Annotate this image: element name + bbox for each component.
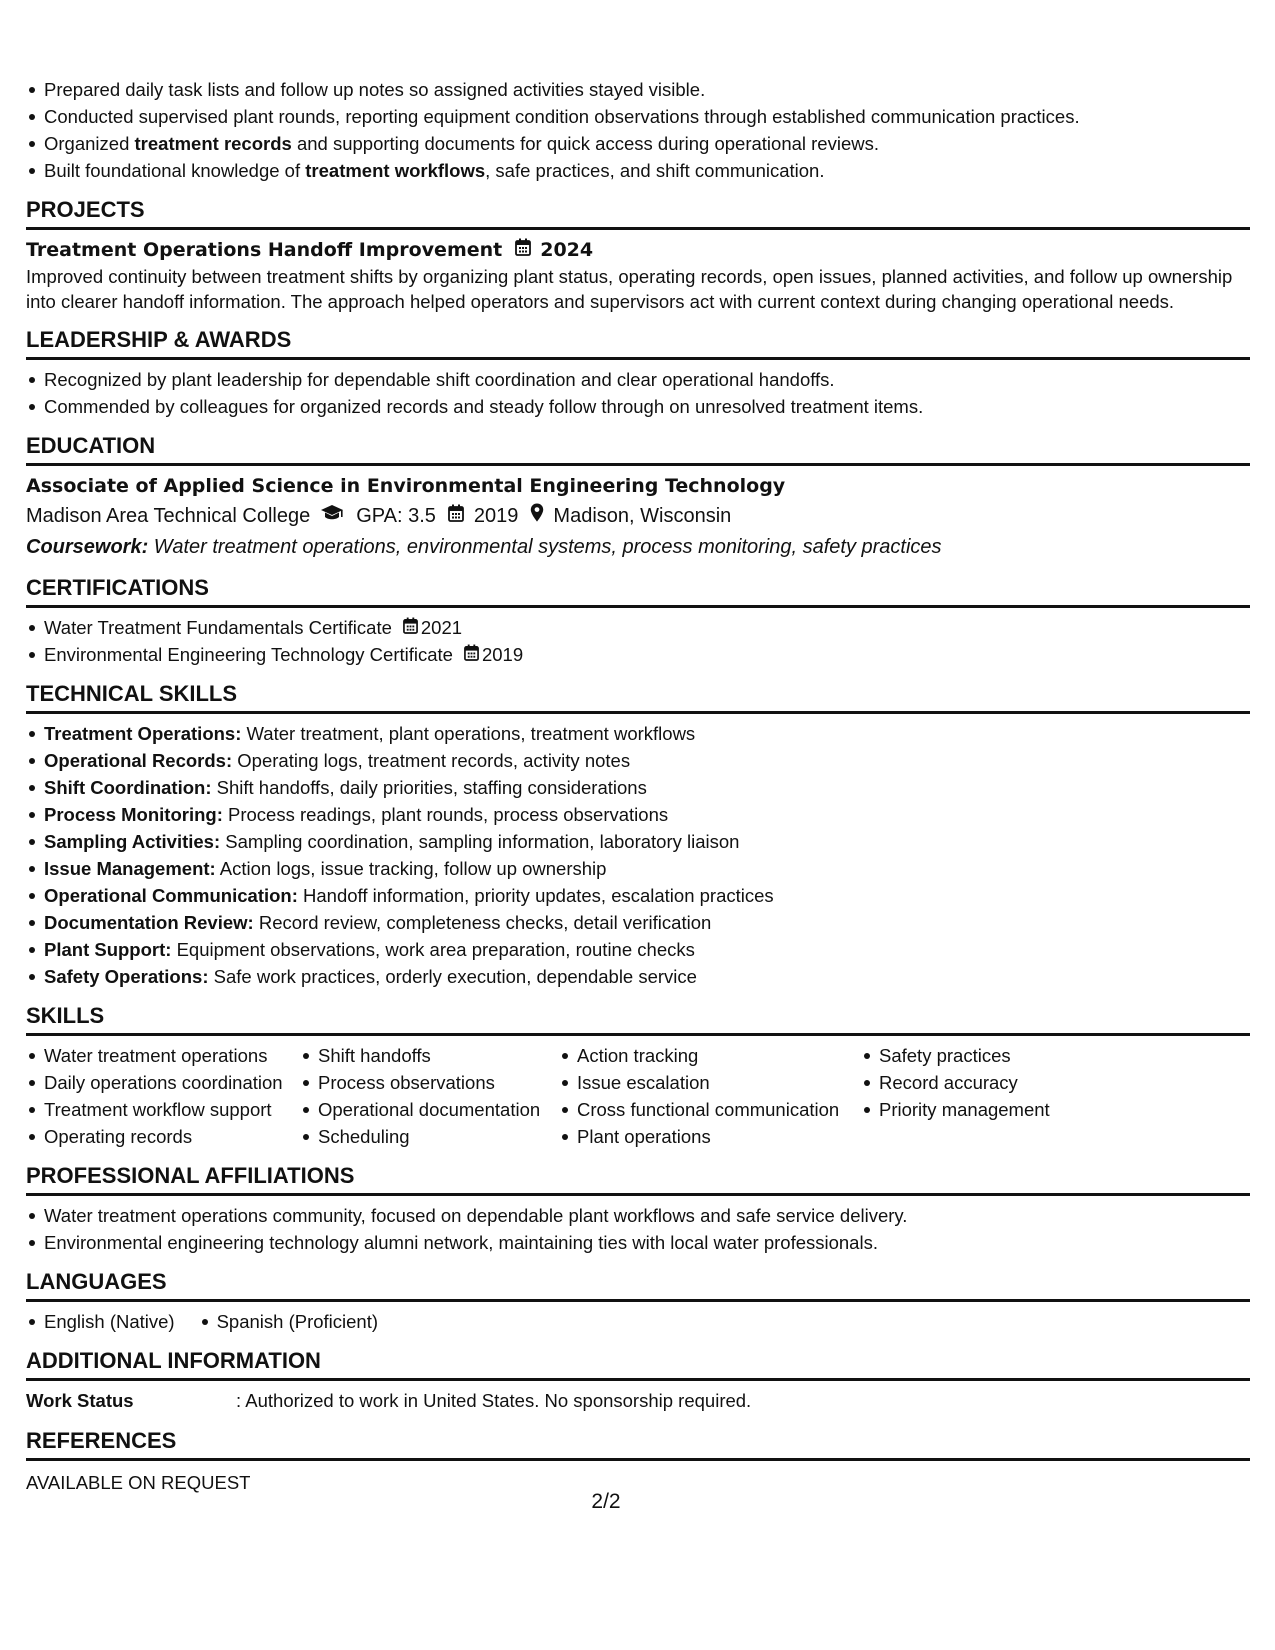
skill-item: Issue escalation <box>559 1069 861 1096</box>
project-title: Treatment Operations Handoff Improvement <box>26 239 503 261</box>
skills-column <box>861 1042 1161 1150</box>
graduation-cap-icon <box>320 500 344 532</box>
skill-item: Record accuracy <box>861 1069 1161 1096</box>
skills-column <box>300 1042 559 1150</box>
technical-skills-heading: TECHNICAL SKILLS <box>26 678 1250 714</box>
skill-item: Process observations <box>300 1069 559 1096</box>
page-number: 2/2 <box>591 1490 621 1513</box>
leadership-section <box>26 324 1250 420</box>
degree-title: Associate of Applied Science in Environmental Engineering Technology <box>26 475 786 497</box>
skill-item: Priority management <box>861 1096 1161 1123</box>
certifications-section <box>26 572 1250 668</box>
map-pin-icon <box>530 500 544 532</box>
project-title-row <box>26 236 1250 264</box>
school-name: Madison Area Technical College <box>26 505 311 527</box>
skill-item: Operating records <box>26 1123 300 1150</box>
additional-info-section <box>26 1345 1250 1415</box>
skills-section <box>26 1000 1250 1150</box>
affiliations-section <box>26 1160 1250 1256</box>
work-status-label: Work Status <box>26 1390 134 1411</box>
technical-skill-item: Shift Coordination: Shift handoffs, daily priorities, staffing considerations <box>26 774 1250 801</box>
skill-item: Treatment workflow support <box>26 1096 300 1123</box>
certification-year: 2021 <box>420 617 463 638</box>
experience-bullet: Prepared daily task lists and follow up notes so assigned activities stayed visible. <box>26 76 1250 103</box>
technical-skill-item: Issue Management: Action logs, issue tracking, follow up ownership <box>26 855 1250 882</box>
references-section <box>26 1425 1250 1499</box>
leadership-item: Recognized by plant leadership for dependable shift coordination and clear operational handoffs. <box>26 366 1250 393</box>
leadership-heading: LEADERSHIP & AWARDS <box>26 324 1250 360</box>
experience-bullet: Organized treatment records and supporting documents for quick access during operational reviews. <box>26 130 1250 157</box>
languages-section <box>26 1266 1250 1335</box>
technical-skill-item: Safety Operations: Safe work practices, orderly execution, dependable service <box>26 963 1250 990</box>
affiliations-heading: PROFESSIONAL AFFILIATIONS <box>26 1160 1250 1196</box>
education-section <box>26 430 1250 562</box>
skill-item: Cross functional communication <box>559 1096 861 1123</box>
coursework <box>26 532 1250 562</box>
calendar-icon <box>464 641 479 668</box>
technical-skill-item: Documentation Review: Record review, completeness checks, detail verification <box>26 909 1250 936</box>
skill-item: Action tracking <box>559 1042 861 1069</box>
experience-bullets <box>26 76 1250 184</box>
skills-column <box>559 1042 861 1150</box>
certification-name: Environmental Engineering Technology Certificate <box>44 644 453 665</box>
references-heading: REFERENCES <box>26 1425 1250 1461</box>
calendar-icon <box>403 614 418 641</box>
technical-skill-item: Operational Records: Operating logs, treatment records, activity notes <box>26 747 1250 774</box>
skill-item: Shift handoffs <box>300 1042 559 1069</box>
skill-item: Daily operations coordination <box>26 1069 300 1096</box>
coursework-label: Coursework: <box>26 536 149 558</box>
affiliation-item: Environmental engineering technology alumni network, maintaining ties with local water professionals. <box>26 1229 1250 1256</box>
certification-name: Water Treatment Fundamentals Certificate <box>44 617 392 638</box>
education-details <box>26 500 1250 532</box>
education-heading: EDUCATION <box>26 430 1250 466</box>
certifications-heading: CERTIFICATIONS <box>26 572 1250 608</box>
references-text: AVAILABLE ON REQUEST <box>26 1472 251 1493</box>
skill-item: Scheduling <box>300 1123 559 1150</box>
language-item: Spanish (Proficient) <box>199 1308 378 1335</box>
resume-page <box>26 76 1250 1499</box>
technical-skill-item: Sampling Activities: Sampling coordination, sampling information, laboratory liaison <box>26 828 1250 855</box>
certification-item <box>26 641 1250 668</box>
experience-bullet: Conducted supervised plant rounds, reporting equipment condition observations through established communication practices. <box>26 103 1250 130</box>
technical-skill-item: Process Monitoring: Process readings, plant rounds, process observations <box>26 801 1250 828</box>
technical-skills-section <box>26 678 1250 990</box>
language-item: English (Native) <box>26 1308 175 1335</box>
graduation-year: 2019 <box>473 505 519 527</box>
calendar-icon <box>515 236 531 264</box>
leadership-item: Commended by colleagues for organized records and steady follow through on unresolved treatment items. <box>26 393 1250 420</box>
projects-section <box>26 194 1250 314</box>
skill-item: Operational documentation <box>300 1096 559 1123</box>
skill-item: Safety practices <box>861 1042 1161 1069</box>
certification-item <box>26 614 1250 641</box>
technical-skill-item: Treatment Operations: Water treatment, plant operations, treatment workflows <box>26 720 1250 747</box>
skill-item: Plant operations <box>559 1123 861 1150</box>
skill-item: Water treatment operations <box>26 1042 300 1069</box>
work-status-row <box>26 1387 1250 1415</box>
technical-skill-item: Plant Support: Equipment observations, work area preparation, routine checks <box>26 936 1250 963</box>
calendar-icon <box>448 500 464 532</box>
skills-heading: SKILLS <box>26 1000 1250 1036</box>
work-status-value: : Authorized to work in United States. No sponsorship required. <box>236 1390 752 1411</box>
technical-skill-item: Operational Communication: Handoff information, priority updates, escalation practices <box>26 882 1250 909</box>
gpa: GPA: 3.5 <box>356 505 436 527</box>
skills-grid <box>26 1042 1250 1150</box>
project-description: Improved continuity between treatment shifts by organizing plant status, operating records, open issues, planned activities, and follow up ownership into clearer handoff information. The approach helped operators and supervisors act with current context during changing operational needs. <box>26 266 1233 312</box>
skills-column <box>26 1042 300 1150</box>
additional-info-heading: ADDITIONAL INFORMATION <box>26 1345 1250 1381</box>
experience-bullet: Built foundational knowledge of treatment workflows, safe practices, and shift communication. <box>26 157 1250 184</box>
project-year: 2024 <box>540 239 594 261</box>
certification-year: 2019 <box>481 644 524 665</box>
affiliation-item: Water treatment operations community, focused on dependable plant workflows and safe service delivery. <box>26 1202 1250 1229</box>
coursework-list: Water treatment operations, environmental systems, process monitoring, safety practices <box>148 536 942 558</box>
school-location: Madison, Wisconsin <box>553 505 732 527</box>
projects-heading: PROJECTS <box>26 194 1250 230</box>
languages-heading: LANGUAGES <box>26 1266 1250 1302</box>
